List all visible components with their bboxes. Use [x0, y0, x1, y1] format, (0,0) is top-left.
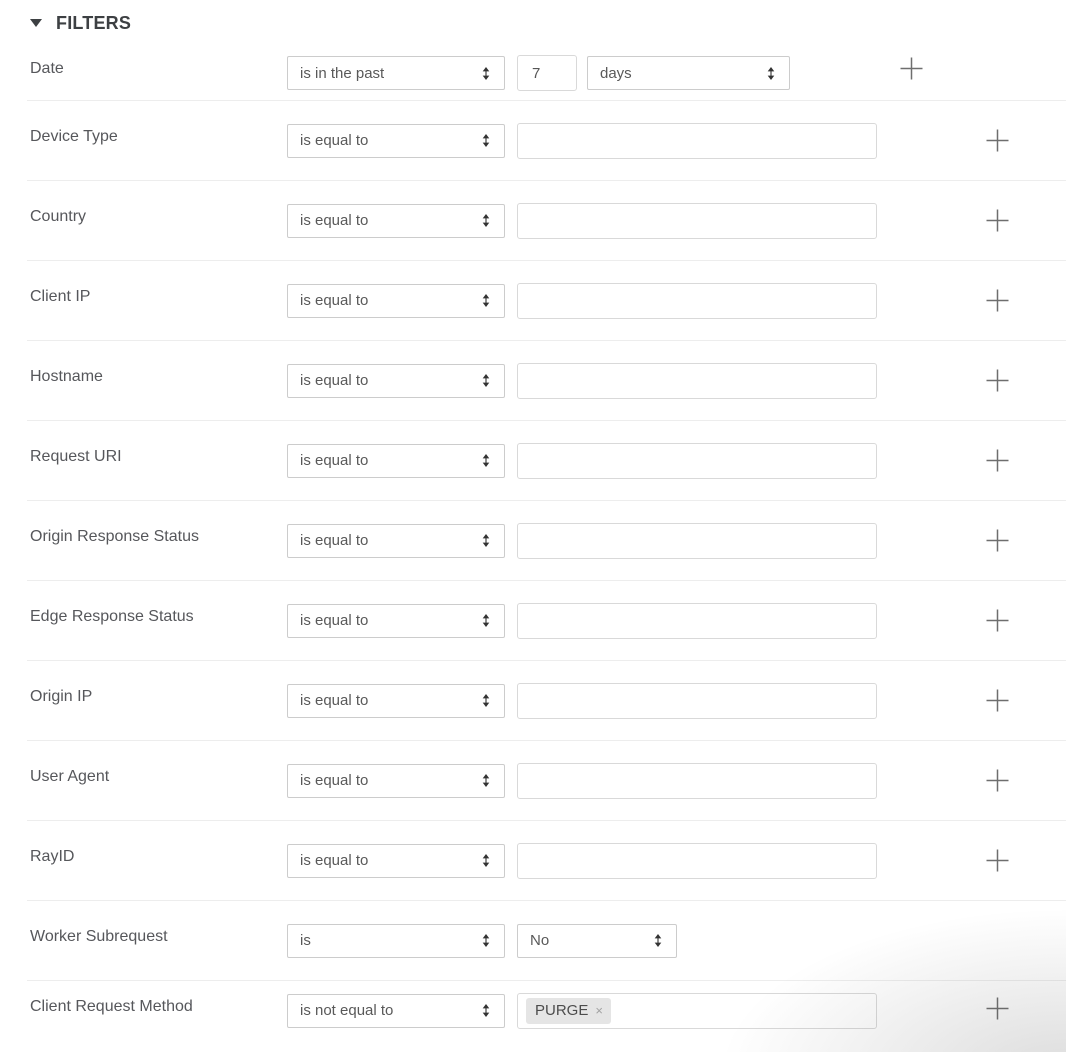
- operator-select[interactable]: [287, 924, 505, 958]
- select-arrows-icon: [767, 67, 775, 80]
- filter-label: Origin IP: [30, 687, 93, 705]
- plus-icon: [986, 129, 1009, 152]
- filter-label: Request URI: [30, 447, 122, 465]
- add-filter-button[interactable]: [975, 359, 1019, 403]
- add-filter-button[interactable]: [975, 987, 1019, 1031]
- value-input[interactable]: [517, 283, 877, 319]
- tag-remove-icon[interactable]: ×: [595, 1002, 603, 1018]
- filter-row-edge-response-status: [27, 580, 1066, 660]
- value-input[interactable]: [517, 603, 877, 639]
- value-input[interactable]: [517, 203, 877, 239]
- operator-value: is equal to: [300, 852, 369, 869]
- filter-label: Origin Response Status: [30, 527, 199, 545]
- filter-row-origin-ip: [27, 660, 1066, 740]
- select-arrows-icon: [482, 374, 490, 387]
- plus-icon: [986, 769, 1009, 792]
- plus-icon: [986, 449, 1009, 472]
- operator-value: is equal to: [300, 772, 369, 789]
- operator-select[interactable]: [287, 684, 505, 718]
- plus-icon: [986, 849, 1009, 872]
- filter-label: Client Request Method: [30, 997, 193, 1015]
- filter-row-country: [27, 180, 1066, 260]
- operator-select[interactable]: [287, 524, 505, 558]
- filters-title: FILTERS: [56, 12, 132, 33]
- date-unit-select[interactable]: [587, 56, 790, 90]
- plus-icon: [986, 289, 1009, 312]
- filter-label: Client IP: [30, 287, 91, 305]
- add-filter-button[interactable]: [975, 279, 1019, 323]
- unit-value: days: [600, 64, 632, 82]
- operator-select[interactable]: [287, 844, 505, 878]
- filter-label: User Agent: [30, 767, 110, 785]
- filter-row-worker-subrequest: [27, 900, 1066, 980]
- operator-value: is equal to: [300, 372, 369, 389]
- add-filter-button[interactable]: [889, 46, 933, 90]
- select-arrows-icon: [482, 134, 490, 147]
- select-arrows-icon: [482, 1004, 490, 1017]
- operator-value: is equal to: [300, 452, 369, 469]
- boolean-value-select[interactable]: [517, 924, 677, 958]
- operator-value: is equal to: [300, 532, 369, 549]
- filter-label: Worker Subrequest: [30, 927, 168, 945]
- plus-icon: [986, 529, 1009, 552]
- add-filter-button[interactable]: [975, 839, 1019, 883]
- operator-select[interactable]: [287, 764, 505, 798]
- value-input[interactable]: [517, 843, 877, 879]
- filter-row-rayid: [27, 820, 1066, 900]
- date-value-input[interactable]: [517, 55, 577, 91]
- select-arrows-icon: [482, 934, 490, 947]
- filter-label: Country: [30, 207, 87, 225]
- operator-value: is equal to: [300, 692, 369, 709]
- select-arrows-icon: [482, 67, 490, 80]
- filter-row-device-type: [27, 100, 1066, 180]
- value-input[interactable]: [517, 123, 877, 159]
- operator-value: is equal to: [300, 612, 369, 629]
- filter-row-origin-response-status: [27, 500, 1066, 580]
- select-arrows-icon: [482, 534, 490, 547]
- value-input[interactable]: [517, 683, 877, 719]
- operator-select[interactable]: [287, 124, 505, 158]
- collapse-caret-icon: [30, 19, 42, 27]
- plus-icon: [986, 689, 1009, 712]
- filter-row-date: [27, 46, 1066, 100]
- add-filter-button[interactable]: [975, 519, 1019, 563]
- value-input[interactable]: [517, 763, 877, 799]
- filters-section-toggle[interactable]: [0, 0, 1066, 46]
- filter-row-client-ip: [27, 260, 1066, 340]
- filter-row-hostname: [27, 340, 1066, 420]
- tag-chip: [526, 998, 611, 1024]
- tags-input[interactable]: [517, 993, 877, 1029]
- select-arrows-icon: [482, 294, 490, 307]
- select-arrows-icon: [482, 454, 490, 467]
- add-filter-button[interactable]: [975, 119, 1019, 163]
- select-arrows-icon: [482, 854, 490, 867]
- tag-label: PURGE: [535, 1001, 589, 1019]
- filter-row-request-uri: [27, 420, 1066, 500]
- operator-select[interactable]: [287, 284, 505, 318]
- plus-icon: [900, 57, 923, 80]
- filter-row-user-agent: [27, 740, 1066, 820]
- operator-select[interactable]: [287, 364, 505, 398]
- operator-select[interactable]: [287, 604, 505, 638]
- plus-icon: [986, 997, 1009, 1020]
- plus-icon: [986, 369, 1009, 392]
- operator-select[interactable]: [287, 56, 505, 90]
- plus-icon: [986, 209, 1009, 232]
- select-arrows-icon: [482, 774, 490, 787]
- select-arrows-icon: [482, 694, 490, 707]
- filter-label: Date: [30, 60, 64, 77]
- select-arrows-icon: [654, 934, 662, 947]
- filter-label: Device Type: [30, 127, 118, 145]
- select-arrows-icon: [482, 214, 490, 227]
- operator-select[interactable]: [287, 994, 505, 1028]
- operator-select[interactable]: [287, 444, 505, 478]
- add-filter-button[interactable]: [975, 439, 1019, 483]
- operator-value: is equal to: [300, 132, 369, 149]
- operator-value: is equal to: [300, 212, 369, 229]
- operator-value: is equal to: [300, 292, 369, 309]
- add-filter-button[interactable]: [975, 759, 1019, 803]
- operator-value: is in the past: [300, 64, 385, 82]
- operator-value: is not equal to: [300, 1002, 394, 1019]
- value-input[interactable]: [517, 363, 877, 399]
- operator-select[interactable]: [287, 204, 505, 238]
- operator-value: is: [300, 932, 311, 949]
- value-input[interactable]: [517, 443, 877, 479]
- add-filter-button[interactable]: [975, 199, 1019, 243]
- value-input[interactable]: [517, 523, 877, 559]
- plus-icon: [986, 609, 1009, 632]
- filter-label: Edge Response Status: [30, 607, 194, 625]
- filter-row-client-request-method: [27, 980, 1066, 1040]
- select-arrows-icon: [482, 614, 490, 627]
- add-filter-button[interactable]: [975, 679, 1019, 723]
- filter-label: RayID: [30, 847, 75, 865]
- add-filter-button[interactable]: [975, 599, 1019, 643]
- filter-label: Hostname: [30, 367, 103, 385]
- boolean-value: No: [530, 932, 550, 949]
